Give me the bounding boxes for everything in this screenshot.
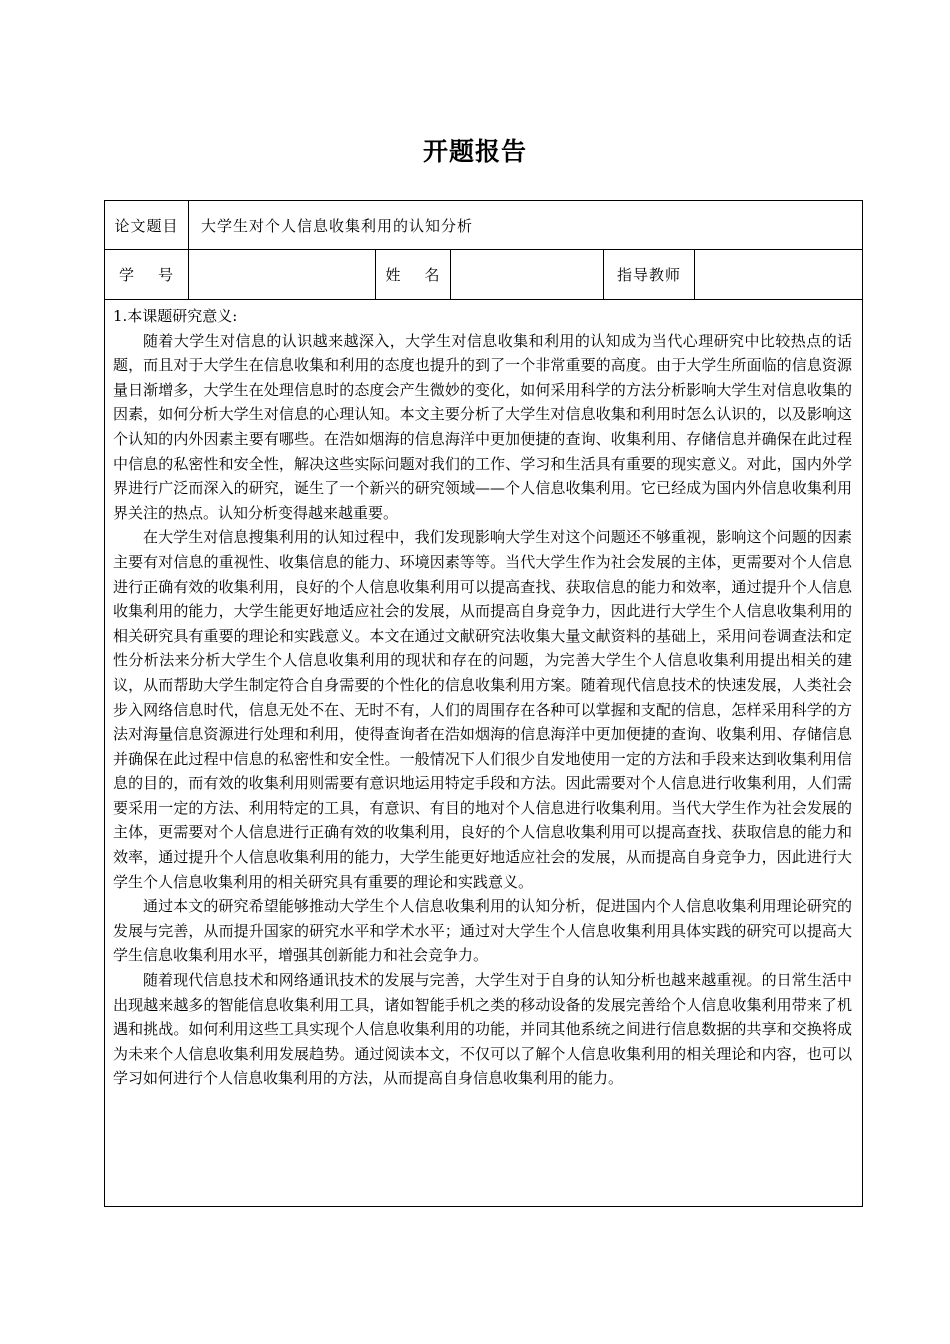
research-significance-cell xyxy=(105,300,863,1207)
student-id-field[interactable] xyxy=(189,250,376,300)
paragraph-4: 随着现代信息技术和网络通讯技术的发展与完善，大学生对于自身的认知分析也越来越重视。的日常生活中出现越来越多的智能信息收集利用工具，诸如智能手机之类的移动设备的发展完善给个人信息收集利用带来了机遇和挑战。如何利用这些工具实现个人信息收集利用的功能，并同其他系统之间进行信息数据的共享和交换将成为未来个人信息收集利用发展趋势。通过阅读本文，不仅可以了解个人信息收集利用的相关理论和内容，也可以学习如何进行个人信息收集利用的方法，从而提高自身信息收集利用的能力。 xyxy=(113,971,853,1088)
paragraph-1: 随着大学生对信息的认识越来越深入，大学生对信息收集和利用的认知成为当代心理研究中比较热点的话题，而且对于大学生在信息收集和利用的态度也提升的到了一个非常重要的高度。由于大学生所面临的信息资源量日渐增多，大学生在处理信息时的态度会产生微妙的变化，如何采用科学的方法分析影响大学生对信息收集的因素，如何分析大学生对信息的心理认知。本文主要分析了大学生对信息收集和利用时怎么认识的，以及影响这个认知的内外因素主要有哪些。在浩如烟海的信息海洋中更加便捷的查询、收集利用、存储信息并确保在此过程中信息的私密性和安全性，解决这些实际问题对我们的工作、学习和生活具有重要的现实意义。对此，国内外学界进行广泛而深入的研究，诞生了一个新兴的研究领域——个人信息收集利用。它已经成为国内外信息收集利用界关注的热点。认知分析变得越来越重要。 xyxy=(113,331,853,522)
name-field[interactable] xyxy=(451,250,604,300)
page-title: 开题报告 xyxy=(422,137,527,166)
thesis-title-field[interactable]: 大学生对个人信息收集利用的认知分析 xyxy=(189,201,863,250)
section-heading: 1.本课题研究意义: xyxy=(113,307,238,325)
student-id-label: 学 号 xyxy=(105,250,189,300)
proposal-form-table xyxy=(104,200,863,1207)
thesis-title-label: 论文题目 xyxy=(105,201,189,250)
name-label: 姓 名 xyxy=(376,250,451,300)
advisor-label: 指导教师 xyxy=(604,250,695,300)
paragraph-3: 通过本文的研究希望能够推动大学生个人信息收集利用的认知分析，促进国内个人信息收集利用理论研究的发展与完善，从而提升国家的研究水平和学术水平；通过对大学生个人信息收集利用具体实践的研究可以提高大学生信息收集利用水平，增强其创新能力和社会竞争力。 xyxy=(113,897,853,965)
paragraph-2: 在大学生对信息搜集利用的认知过程中，我们发现影响大学生对这个问题还不够重视，影响这个问题的因素主要有对信息的重视性、收集信息的能力、环境因素等等。当代大学生作为社会发展的主体，更需要对个人信息进行正确有效的收集利用，良好的个人信息收集利用可以提高查找、获取信息的能力和效率，通过提升个人信息收集利用的能力，大学生能更好地适应社会的发展，从而提高自身竞争力，因此进行大学生个人信息收集利用的相关研究具有重要的理论和实践意义。本文在通过文献研究法收集大量文献资料的基础上，采用问卷调查法和定性分析法来分析大学生个人信息收集利用的现状和存在的问题，为完善大学生个人信息收集利用提出相关的建议，从而帮助大学生制定符合自身需要的个性化的信息收集利用方案。随着现代信息技术的快速发展，人类社会步入网络信息时代，信息无处不在、无时不有，人们的周围存在各种可以掌握和支配的信息，怎样采用科学的方法对海量信息资源进行处理和利用，使得查询者在浩如烟海的信息海洋中更加便捷的查询、收集利用、存储信息并确保在此过程中信息的私密性和安全性。一般情况下人们很少自发地使用一定的方法和手段来达到收集利用信息的目的，而有效的收集利用则需要有意识地运用特定手段和方法。因此需要对个人信息进行收集利用，人们需要采用一定的方法、利用特定的工具，有意识、有目的地对个人信息进行收集利用。当代大学生作为社会发展的主体，更需要对个人信息进行正确有效的收集利用，良好的个人信息收集利用可以提高查找、获取信息的能力和效率，通过提升个人信息收集利用的能力，大学生能更好地适应社会的发展，从而提高自身竞争力，因此进行大学生个人信息收集利用的相关研究具有重要的理论和实践意义。 xyxy=(113,528,853,891)
advisor-field[interactable] xyxy=(695,250,863,300)
